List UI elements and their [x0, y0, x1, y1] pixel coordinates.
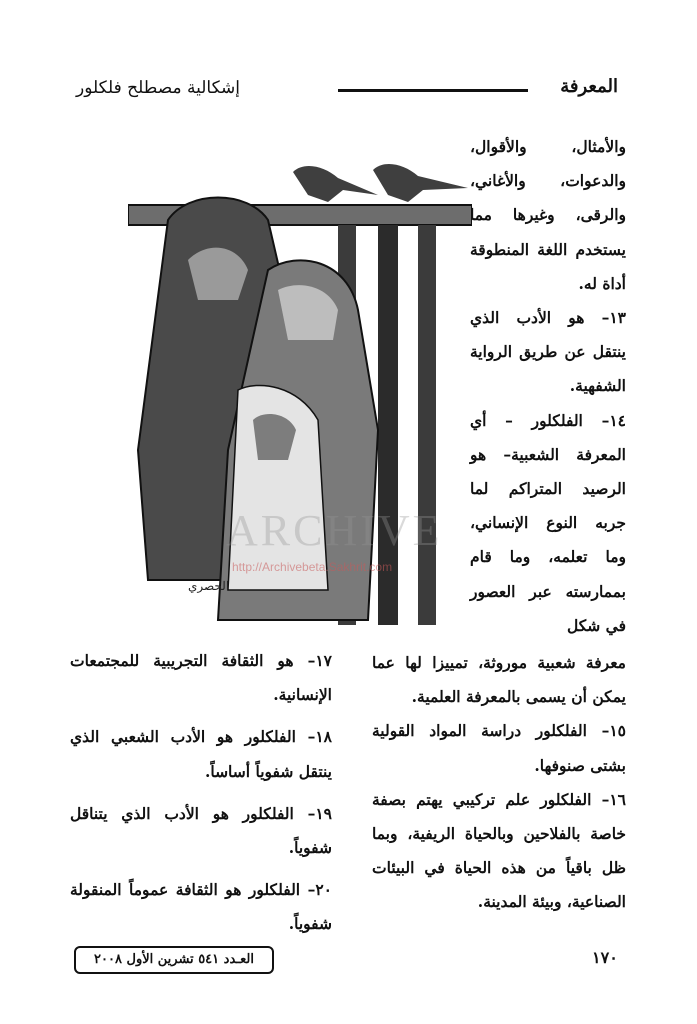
logo-text: المعرفة	[560, 76, 618, 97]
archive-watermark: ARCHIVE	[226, 506, 443, 555]
illustration-signature: الحصري	[188, 579, 230, 593]
right-column-text	[470, 130, 626, 643]
paragraph: ٢٠– الفلكلور هو الثقافة عموماً المنقولة شفوياً.	[70, 880, 332, 934]
paragraph: معرفة شعبية موروثة، تمييزا لها عما يمكن أن يسمى بالمعرفة العلمية.	[372, 653, 626, 707]
magazine-logo-icon	[548, 70, 620, 100]
paragraph: ١٤– الفلكلور – أي المعرفة الشعبية– هو الرصيد المتراكم لما جربه النوع الإنساني، وما تعلمه، وما قام بممارسته عبر العصور في شكل	[470, 410, 626, 635]
header-divider	[338, 89, 528, 92]
paragraph: ١٧– هو الثقافة التجريبية للمجتمعات الإنسانية.	[70, 651, 332, 705]
right-column-bottom-text	[372, 646, 626, 920]
paragraph: ١٦– الفلكلور علم تركيبي يهتم بصفة خاصة بالفلاحين وبالحياة الريفية، وبما ظل باقياً من هذه الحياة في البيئات الصناعية، وبيئة المدينة.	[372, 789, 626, 912]
archive-watermark-url: http://Archivebeta.Sakhrit.com	[232, 560, 393, 574]
issue-footer: العـدد ٥٤١ تشرين الأول ٢٠٠٨	[74, 946, 274, 974]
page-number: ١٧٠	[592, 948, 618, 967]
paragraph: ١٩– الفلكلور هو الأدب الذي يتناقل شفوياً.	[70, 803, 332, 858]
paragraph: ١٨– الفلكلور هو الأدب الشعبي الذي ينتقل شفوياً أساساً.	[70, 727, 332, 781]
left-column-text	[70, 644, 332, 950]
page-header-title: إشكالية مصطلح فلكلور	[76, 78, 240, 98]
paragraph: والأمثال، والأقوال، والدعوات، والأغاني، والرقى، وغيرها مما يستخدم اللغة المنطوقة أداة له.	[470, 137, 626, 293]
paragraph: ١٥– الفلكلور دراسة المواد القولية بشتى صنوفها.	[372, 721, 626, 775]
paragraph: ١٣– هو الأدب الذي ينتقل عن طريق الرواية الشفهية.	[470, 308, 626, 396]
